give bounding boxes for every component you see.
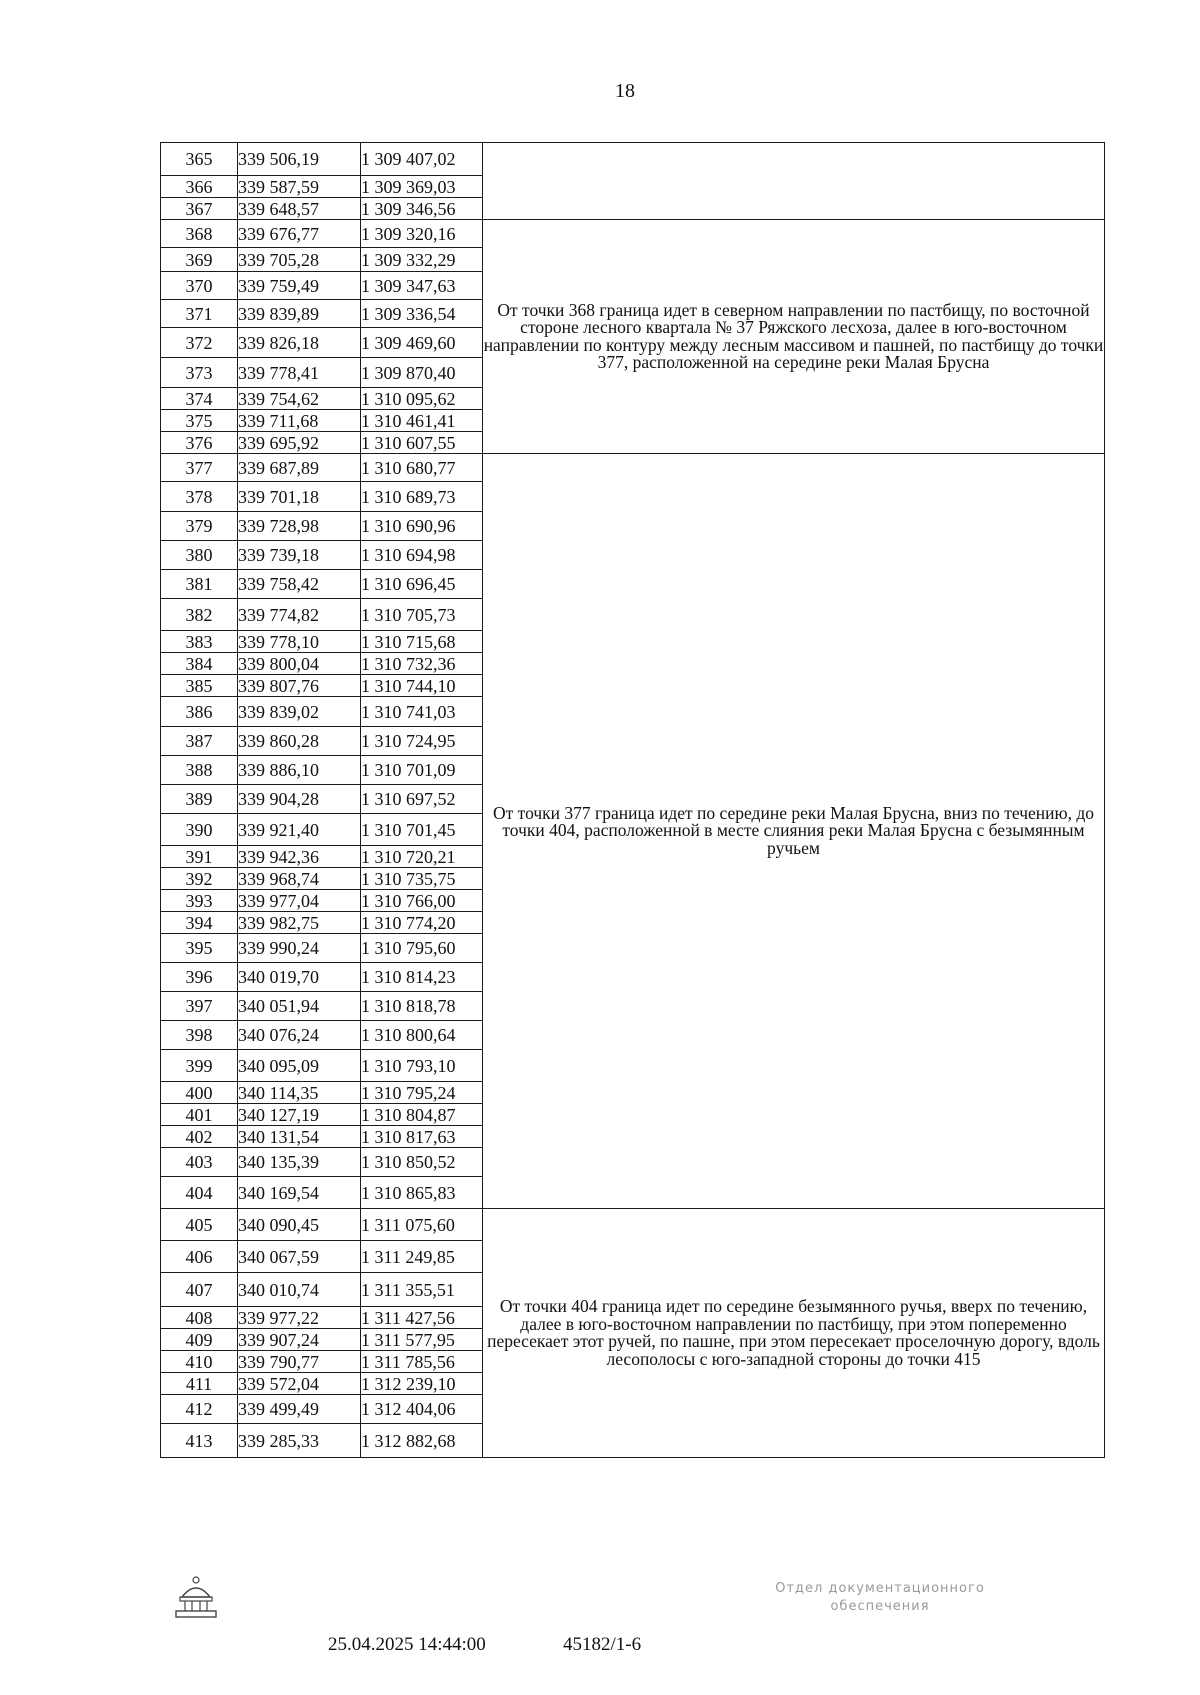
y-coordinate-cell: 1 312 404,06 (361, 1395, 483, 1424)
y-coordinate-cell: 1 312 239,10 (361, 1373, 483, 1395)
table-row (161, 220, 1105, 248)
x-coordinate-cell: 339 977,22 (238, 1307, 361, 1329)
x-coordinate-cell: 339 800,04 (238, 653, 361, 675)
y-coordinate-cell: 1 310 697,52 (361, 785, 483, 814)
department-stamp (730, 1580, 1030, 1615)
point-number-cell: 388 (161, 756, 238, 785)
point-number-cell: 396 (161, 963, 238, 992)
x-coordinate-cell: 340 019,70 (238, 963, 361, 992)
x-coordinate-cell: 340 169,54 (238, 1177, 361, 1209)
point-number-cell: 397 (161, 992, 238, 1021)
point-number-cell: 413 (161, 1424, 238, 1458)
point-number-cell: 400 (161, 1082, 238, 1104)
y-coordinate-cell: 1 311 355,51 (361, 1273, 483, 1307)
y-coordinate-cell: 1 310 715,68 (361, 631, 483, 653)
y-coordinate-cell: 1 309 870,40 (361, 358, 483, 388)
point-number-cell: 368 (161, 220, 238, 248)
point-number-cell: 410 (161, 1351, 238, 1373)
boundary-description: От точки 404 граница идет по середине безымянного ручья, вверх по течению, далее в юго-восточном направлении по пастбищу, при этом попеременно пересекает этот ручей, по пашне, при этом пересекает проселочную дорогу, вдоль лесополосы с юго-западной стороны до точки 415 (483, 1209, 1105, 1458)
y-coordinate-cell: 1 310 690,96 (361, 512, 483, 541)
x-coordinate-cell: 340 090,45 (238, 1209, 361, 1241)
x-coordinate-cell: 339 648,57 (238, 198, 361, 220)
y-coordinate-cell: 1 309 369,03 (361, 176, 483, 198)
x-coordinate-cell: 339 711,68 (238, 410, 361, 432)
x-coordinate-cell: 339 506,19 (238, 143, 361, 176)
point-number-cell: 365 (161, 143, 238, 176)
x-coordinate-cell: 340 131,54 (238, 1126, 361, 1148)
x-coordinate-cell: 339 860,28 (238, 727, 361, 756)
point-number-cell: 408 (161, 1307, 238, 1329)
x-coordinate-cell: 340 067,59 (238, 1241, 361, 1273)
x-coordinate-cell: 339 942,36 (238, 846, 361, 868)
y-coordinate-cell: 1 310 795,24 (361, 1082, 483, 1104)
y-coordinate-cell: 1 310 689,73 (361, 482, 483, 512)
y-coordinate-cell: 1 309 347,63 (361, 272, 483, 300)
x-coordinate-cell: 339 705,28 (238, 248, 361, 272)
point-number-cell: 376 (161, 432, 238, 454)
boundary-description (483, 143, 1105, 220)
point-number-cell: 380 (161, 541, 238, 570)
point-number-cell: 405 (161, 1209, 238, 1241)
point-number-cell: 411 (161, 1373, 238, 1395)
x-coordinate-cell: 339 982,75 (238, 912, 361, 934)
point-number-cell: 402 (161, 1126, 238, 1148)
x-coordinate-cell: 340 135,39 (238, 1148, 361, 1177)
x-coordinate-cell: 339 904,28 (238, 785, 361, 814)
point-number-cell: 375 (161, 410, 238, 432)
x-coordinate-cell: 339 977,04 (238, 890, 361, 912)
point-number-cell: 369 (161, 248, 238, 272)
point-number-cell: 409 (161, 1329, 238, 1351)
footer-datetime: 25.04.2025 14:44:00 (328, 1634, 486, 1655)
y-coordinate-cell: 1 312 882,68 (361, 1424, 483, 1458)
point-number-cell: 381 (161, 570, 238, 599)
x-coordinate-cell: 339 921,40 (238, 814, 361, 846)
y-coordinate-cell: 1 310 095,62 (361, 388, 483, 410)
y-coordinate-cell: 1 310 735,75 (361, 868, 483, 890)
point-number-cell: 412 (161, 1395, 238, 1424)
y-coordinate-cell: 1 309 332,29 (361, 248, 483, 272)
y-coordinate-cell: 1 310 701,09 (361, 756, 483, 785)
x-coordinate-cell: 339 990,24 (238, 934, 361, 963)
point-number-cell: 389 (161, 785, 238, 814)
x-coordinate-cell: 339 676,77 (238, 220, 361, 248)
y-coordinate-cell: 1 310 701,45 (361, 814, 483, 846)
x-coordinate-cell: 339 778,10 (238, 631, 361, 653)
y-coordinate-cell: 1 309 320,16 (361, 220, 483, 248)
point-number-cell: 407 (161, 1273, 238, 1307)
x-coordinate-cell: 339 587,59 (238, 176, 361, 198)
point-number-cell: 403 (161, 1148, 238, 1177)
y-coordinate-cell: 1 309 407,02 (361, 143, 483, 176)
point-number-cell: 391 (161, 846, 238, 868)
point-number-cell: 382 (161, 599, 238, 631)
point-number-cell: 378 (161, 482, 238, 512)
coordinates-table (160, 142, 1105, 1458)
y-coordinate-cell: 1 311 785,56 (361, 1351, 483, 1373)
y-coordinate-cell: 1 309 346,56 (361, 198, 483, 220)
x-coordinate-cell: 339 839,89 (238, 300, 361, 328)
point-number-cell: 367 (161, 198, 238, 220)
x-coordinate-cell: 339 759,49 (238, 272, 361, 300)
y-coordinate-cell: 1 310 814,23 (361, 963, 483, 992)
point-number-cell: 374 (161, 388, 238, 410)
x-coordinate-cell: 339 886,10 (238, 756, 361, 785)
x-coordinate-cell: 339 968,74 (238, 868, 361, 890)
y-coordinate-cell: 1 310 818,78 (361, 992, 483, 1021)
point-number-cell: 366 (161, 176, 238, 198)
emblem-icon (172, 1575, 220, 1621)
point-number-cell: 386 (161, 697, 238, 727)
y-coordinate-cell: 1 310 732,36 (361, 653, 483, 675)
point-number-cell: 393 (161, 890, 238, 912)
stamp-line: обеспечения (830, 1598, 930, 1614)
y-coordinate-cell: 1 310 680,77 (361, 454, 483, 482)
x-coordinate-cell: 340 010,74 (238, 1273, 361, 1307)
y-coordinate-cell: 1 310 800,64 (361, 1021, 483, 1050)
y-coordinate-cell: 1 311 577,95 (361, 1329, 483, 1351)
x-coordinate-cell: 339 907,24 (238, 1329, 361, 1351)
point-number-cell: 387 (161, 727, 238, 756)
x-coordinate-cell: 339 701,18 (238, 482, 361, 512)
x-coordinate-cell: 339 778,41 (238, 358, 361, 388)
y-coordinate-cell: 1 310 817,63 (361, 1126, 483, 1148)
x-coordinate-cell: 339 695,92 (238, 432, 361, 454)
x-coordinate-cell: 339 839,02 (238, 697, 361, 727)
table-row (161, 454, 1105, 482)
point-number-cell: 399 (161, 1050, 238, 1082)
x-coordinate-cell: 339 826,18 (238, 328, 361, 358)
x-coordinate-cell: 339 572,04 (238, 1373, 361, 1395)
footer-document-code: 45182/1-6 (563, 1634, 642, 1655)
x-coordinate-cell: 340 076,24 (238, 1021, 361, 1050)
x-coordinate-cell: 339 728,98 (238, 512, 361, 541)
boundary-description: От точки 377 граница идет по середине реки Малая Брусна, вниз по течению, до точки 404, расположенной в месте слияния реки Малая Брусна с безымянным ручьем (483, 454, 1105, 1209)
x-coordinate-cell: 339 790,77 (238, 1351, 361, 1373)
table-row (161, 143, 1105, 176)
point-number-cell: 398 (161, 1021, 238, 1050)
point-number-cell: 372 (161, 328, 238, 358)
y-coordinate-cell: 1 309 469,60 (361, 328, 483, 358)
x-coordinate-cell: 339 285,33 (238, 1424, 361, 1458)
y-coordinate-cell: 1 310 705,73 (361, 599, 483, 631)
y-coordinate-cell: 1 310 724,95 (361, 727, 483, 756)
stamp-line: Отдел документационного (775, 1581, 985, 1596)
x-coordinate-cell: 340 114,35 (238, 1082, 361, 1104)
y-coordinate-cell: 1 310 865,83 (361, 1177, 483, 1209)
point-number-cell: 395 (161, 934, 238, 963)
y-coordinate-cell: 1 310 720,21 (361, 846, 483, 868)
y-coordinate-cell: 1 310 774,20 (361, 912, 483, 934)
y-coordinate-cell: 1 310 804,87 (361, 1104, 483, 1126)
y-coordinate-cell: 1 310 461,41 (361, 410, 483, 432)
table-row (161, 1209, 1105, 1241)
y-coordinate-cell: 1 310 850,52 (361, 1148, 483, 1177)
y-coordinate-cell: 1 310 741,03 (361, 697, 483, 727)
y-coordinate-cell: 1 311 249,85 (361, 1241, 483, 1273)
point-number-cell: 373 (161, 358, 238, 388)
x-coordinate-cell: 339 774,82 (238, 599, 361, 631)
point-number-cell: 394 (161, 912, 238, 934)
y-coordinate-cell: 1 310 744,10 (361, 675, 483, 697)
y-coordinate-cell: 1 310 766,00 (361, 890, 483, 912)
boundary-description: От точки 368 граница идет в северном направлении по пастбищу, по восточной стороне лесного квартала № 37 Ряжского лесхоза, далее в юго-восточном направлении по контуру между лесным массивом и пашней, по пастбищу до точки 377, расположенной на середине реки Малая Брусна (483, 220, 1105, 454)
page-number: 18 (615, 80, 635, 102)
point-number-cell: 404 (161, 1177, 238, 1209)
x-coordinate-cell: 340 127,19 (238, 1104, 361, 1126)
point-number-cell: 401 (161, 1104, 238, 1126)
y-coordinate-cell: 1 310 694,98 (361, 541, 483, 570)
x-coordinate-cell: 340 051,94 (238, 992, 361, 1021)
x-coordinate-cell: 339 807,76 (238, 675, 361, 697)
point-number-cell: 383 (161, 631, 238, 653)
x-coordinate-cell: 339 739,18 (238, 541, 361, 570)
x-coordinate-cell: 339 754,62 (238, 388, 361, 410)
y-coordinate-cell: 1 311 075,60 (361, 1209, 483, 1241)
x-coordinate-cell: 339 687,89 (238, 454, 361, 482)
point-number-cell: 379 (161, 512, 238, 541)
point-number-cell: 370 (161, 272, 238, 300)
x-coordinate-cell: 339 758,42 (238, 570, 361, 599)
y-coordinate-cell: 1 309 336,54 (361, 300, 483, 328)
point-number-cell: 384 (161, 653, 238, 675)
point-number-cell: 390 (161, 814, 238, 846)
point-number-cell: 371 (161, 300, 238, 328)
y-coordinate-cell: 1 310 696,45 (361, 570, 483, 599)
x-coordinate-cell: 339 499,49 (238, 1395, 361, 1424)
y-coordinate-cell: 1 310 607,55 (361, 432, 483, 454)
point-number-cell: 377 (161, 454, 238, 482)
point-number-cell: 385 (161, 675, 238, 697)
x-coordinate-cell: 340 095,09 (238, 1050, 361, 1082)
y-coordinate-cell: 1 311 427,56 (361, 1307, 483, 1329)
y-coordinate-cell: 1 310 793,10 (361, 1050, 483, 1082)
point-number-cell: 392 (161, 868, 238, 890)
y-coordinate-cell: 1 310 795,60 (361, 934, 483, 963)
point-number-cell: 406 (161, 1241, 238, 1273)
